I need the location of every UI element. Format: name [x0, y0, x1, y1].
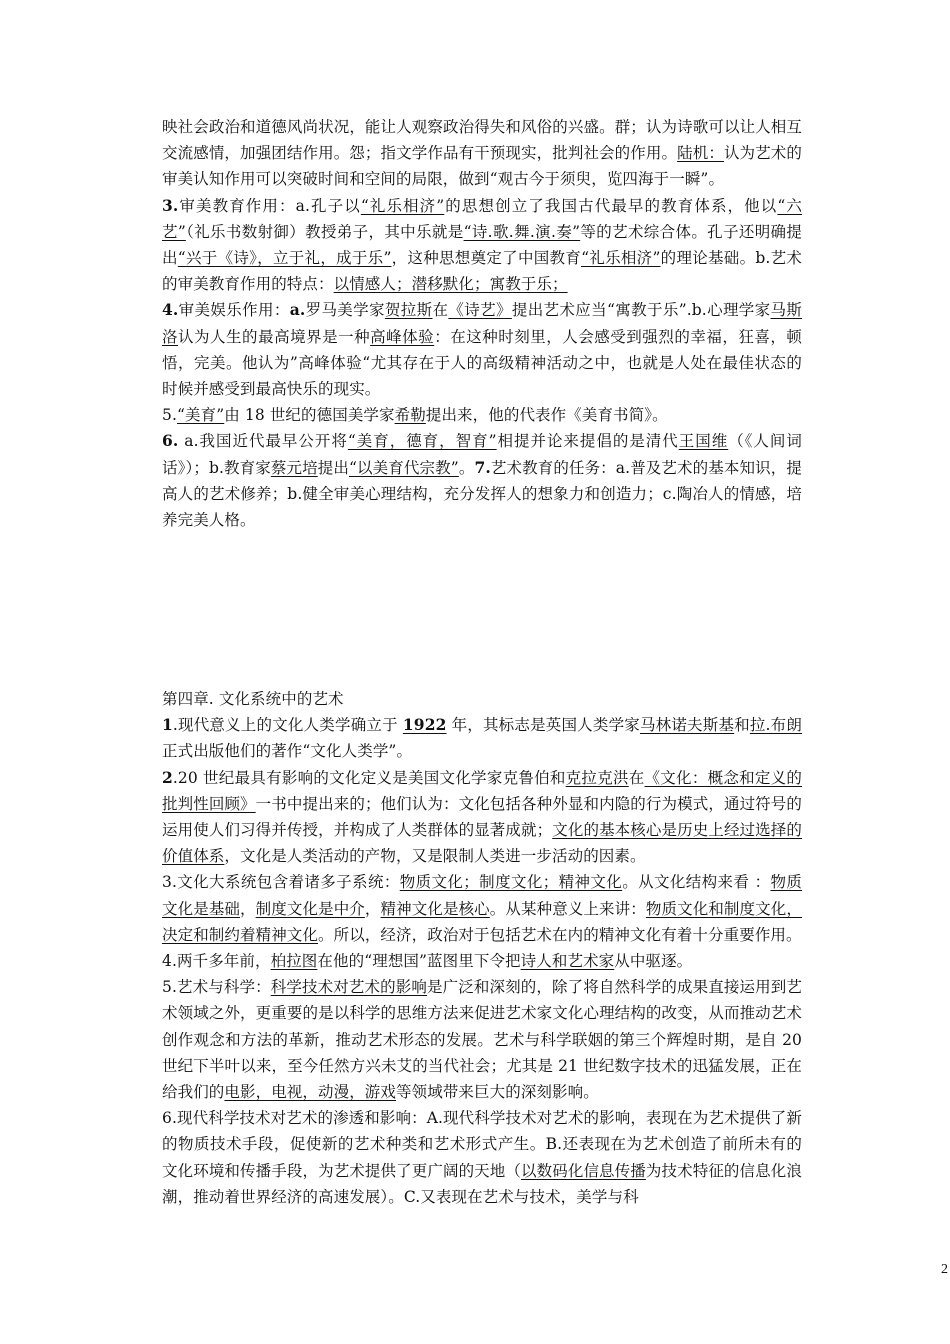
- text-run: .现代意义上的文化人类学确立于: [172, 716, 403, 735]
- text-run: 正式出版他们的著作“文化人类学”。: [162, 742, 413, 761]
- text-run: 。从某种意义上来讲：: [489, 899, 646, 918]
- paragraph: [162, 712, 802, 764]
- text-run: 一书中提出来的；他们认为：文化包括各种外显和内隐的行为模式，通过符号的运用使人们习得并传授，并构成了人类群体的显著成就；: [162, 794, 802, 840]
- text-run: 认为人生的最高境界是一种: [178, 327, 371, 346]
- text-run: ：在这种时刻里，人会感受到强烈的幸福，狂喜，顿悟，完美。他认为”高峰体验“尤其存在于人的高级精神活动之中，也就是人处在最佳状态的时候并感受到最高快乐的现实。: [162, 327, 802, 399]
- text-run: 2: [162, 767, 173, 787]
- underlined-term: 王国维: [678, 432, 729, 451]
- text-run: 映社会政治和道德风尚状况，能让人观察政治得失和风俗的兴盛。群；认为诗歌可以让人相互交流感情，加强团结作用。怨；指文学作品有干预现实，批判社会的作用。: [162, 118, 802, 163]
- text-run: 3.: [162, 195, 179, 215]
- underlined-term: 马林诺夫斯基: [639, 716, 735, 735]
- text-run: 的理论基础。b.艺术的审美教育作用的特点：: [162, 249, 802, 294]
- text-run: ，: [364, 899, 381, 918]
- text-run: 。所以，经济，政治对于包括艺术在内的精神文化有着十分重要作用。: [318, 925, 802, 944]
- text-run: 是广泛和深刻的，除了将自然科学的成果直接运用到艺术领域之外，更重要的是以科学的思维方法来促进艺术家文化心理结构的改变，从而推动艺术创作观念和方法的革新，推动艺术形态的发展。艺术与科学联姻的第三个辉煌时期，是自 20 世纪下半叶以来，至今任然方兴未艾的当代社会；尤其是 21 世纪数字技术的迅猛发展，正在给我们的: [162, 978, 802, 1102]
- text-run: 5.艺术与科学：: [162, 978, 271, 997]
- underlined-term: “六艺”: [162, 196, 802, 241]
- underlined-term: 物质文化是基础: [162, 873, 803, 918]
- paragraph: [162, 297, 802, 402]
- text-run: 艺术教育的任务：a.普及艺术的基本知识，提高人的艺术修养；b.健全审美心理结构，充分发挥人的想象力和创造力；c.陶冶人的情感，培养完美人格。: [162, 458, 802, 530]
- paragraph: [162, 948, 802, 974]
- underlined-term: “礼乐相济”: [581, 249, 661, 268]
- text-run: 6.: [162, 431, 179, 451]
- underlined-term: “以美育代宗教”: [349, 458, 459, 477]
- text-run: 认为艺术的审美认知作用可以突破时间和空间的局限，做到“观古今于须臾，览四海于一瞬”。: [162, 144, 802, 189]
- text-run: a.我国近代最早公开将: [178, 432, 348, 451]
- underlined-term: “诗.歌.舞.演.奏”: [463, 222, 581, 241]
- text-run: 提出来，他的代表作《美育书简》。: [425, 406, 668, 425]
- underlined-term: 马斯洛: [162, 301, 803, 346]
- text-run: ，这种思想奠定了中国教育: [391, 249, 582, 268]
- text-run: 在: [432, 301, 449, 320]
- underlined-term: “美育”: [177, 406, 225, 425]
- underlined-term: 高峰体验: [370, 327, 435, 346]
- paragraph: [162, 402, 802, 428]
- text-run: 3.文化大系统包含着诸多子系统：: [162, 873, 400, 892]
- paragraph: [162, 765, 802, 870]
- underlined-term: 以数码化信息传播: [521, 1161, 646, 1180]
- text-run: 等的艺术综合体。孔子还明确提出: [162, 222, 802, 268]
- paragraph: [162, 114, 802, 193]
- text-run: 提出艺术应当“寓教于乐”.b.心理学家: [511, 301, 771, 320]
- underlined-term: 克拉克洪: [565, 768, 629, 787]
- underlined-term: 电影，电视，动漫，游戏: [224, 1083, 397, 1102]
- text-run: 4.两千多年前，: [162, 952, 271, 971]
- text-run: 相提并论来提倡的是清代: [496, 432, 679, 451]
- text-run: 5.: [162, 406, 177, 425]
- chapter-four-body: [162, 712, 802, 1210]
- text-run: 审美教育作用：a.孔子以: [178, 196, 361, 215]
- paragraph: [162, 869, 802, 948]
- chapter-heading: 第四章. 文化系统中的艺术: [162, 690, 344, 708]
- underlined-term: 《文化：概念和定义的批判性回顾》: [162, 768, 803, 813]
- underlined-term: 科学技术对艺术的影响: [270, 978, 428, 997]
- paragraph: [162, 1105, 802, 1210]
- paragraph: [162, 193, 802, 298]
- text-run: 1: [162, 715, 173, 735]
- underlined-term: 物质文化；制度文化；精神文化: [399, 873, 623, 892]
- text-run: 。: [458, 458, 475, 477]
- text-run: 6.现代科学技术对艺术的渗透和影响：A.现代科学技术对艺术的影响，表现在为艺术提供了新的物质技术手段，促使新的艺术种类和艺术形式产生。B.还表现在为艺术创造了前所未有的文化环境和传播手段，为艺术提供了更广阔的天地（: [162, 1109, 802, 1180]
- underlined-term: 制度文化是中介: [255, 899, 365, 918]
- page-number: 2: [941, 1262, 948, 1277]
- underlined-term: “礼乐相济”: [360, 196, 445, 215]
- underlined-term: 贺拉斯: [384, 301, 433, 320]
- text-run: 等领域带来巨大的深刻影响。: [396, 1083, 599, 1102]
- text-run: （《人间词话》）；b.教育家: [162, 432, 802, 477]
- text-run: 从中驱逐。: [614, 952, 693, 971]
- text-run: 审美娱乐作用：: [178, 301, 290, 320]
- underlined-term: 物质文化和制度文化，决定和制约着精神文化: [162, 899, 802, 944]
- underlined-term: 希勒: [394, 406, 426, 425]
- underlined-term: 1922: [402, 715, 447, 735]
- text-run: ，: [240, 899, 256, 918]
- text-run: 的思想创立了我国古代最早的教育体系，他以: [444, 196, 778, 215]
- text-run: 4.: [162, 300, 179, 320]
- underlined-term: 诗人和艺术家: [520, 952, 615, 971]
- section-aesthetic-functions: [162, 114, 802, 533]
- text-run: ，文化是人类活动的产物，又是限制人类进一步活动的因素。: [224, 847, 646, 866]
- underlined-term: 柏拉图: [270, 952, 318, 971]
- underlined-term: 蔡元培: [270, 458, 318, 477]
- paragraph: [162, 974, 802, 1105]
- text-run: 由 18 世纪的德国美学家: [224, 406, 395, 425]
- text-run: 7.: [474, 457, 491, 477]
- text-run: 为技术特征的信息化浪潮，推动着世界经济的高速发展）。C.又表现在艺术与技术，美学与科: [162, 1161, 802, 1206]
- text-run: 和: [734, 716, 750, 735]
- underlined-term: 拉.布朗: [749, 716, 802, 735]
- text-run: 在他的“理想国”蓝图里下令把: [317, 952, 521, 971]
- underlined-term: 《诗艺》: [448, 301, 512, 320]
- text-run: 罗马美学家: [305, 301, 385, 320]
- underlined-term: “兴于《诗》，立于礼，成于乐”: [177, 249, 392, 268]
- text-run: 。从文化结构来看 ：: [622, 873, 771, 892]
- section-chapter-four: [162, 686, 802, 1210]
- text-run: .20 世纪最具有影响的文化定义是美国文化学家克鲁伯和: [172, 768, 566, 787]
- paragraph: [162, 428, 802, 533]
- text-run: a.: [289, 300, 306, 320]
- underlined-term: 精神文化是核心: [380, 899, 490, 918]
- underlined-term: 以情感人；潜移默化；寓教于乐；: [333, 275, 568, 294]
- text-run: （礼乐书数射御）教授弟子，其中乐就是: [185, 222, 464, 241]
- text-run: 提出: [317, 458, 349, 477]
- text-run: 在: [628, 768, 645, 787]
- underlined-term: 文化的基本核心是历史上经过选择的价值体系: [162, 821, 802, 866]
- underlined-term: “美育，德育，智育”: [347, 432, 497, 451]
- text-run: 年，其标志是英国人类学家: [446, 716, 640, 735]
- underlined-term: 陆机：: [677, 144, 724, 163]
